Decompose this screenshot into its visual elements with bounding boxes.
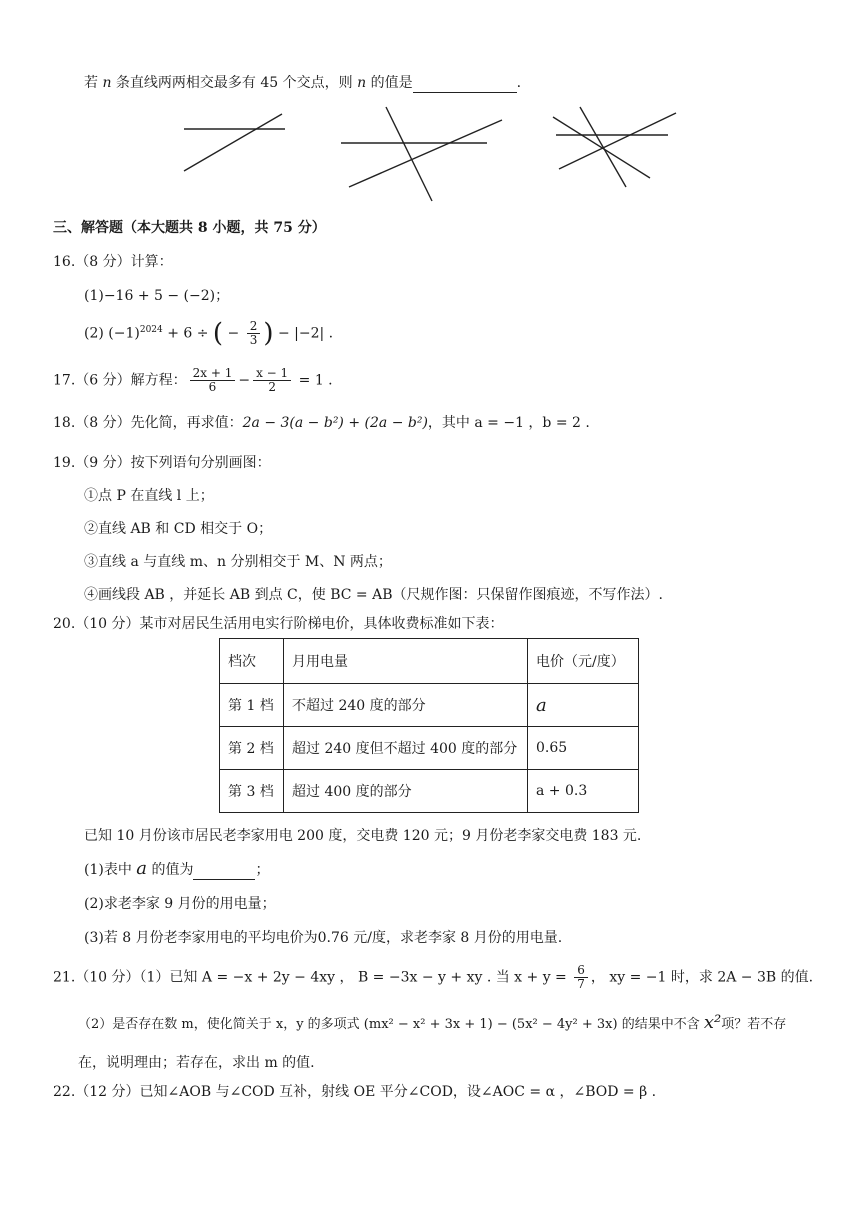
q20-head: 20.（10 分）某市对居民生活用电实行阶梯电价，具体收费标准如下表： [53,616,504,632]
q20-part1: (1)表中 a 的值为 ； [84,858,270,879]
table-row [220,727,639,770]
q15-stem: 若 n 条直线两两相交最多有 45 个交点，则 n 的值是 . [84,75,522,91]
table-cell: 超过 240 度但不超过 400 度的部分 [284,727,528,770]
q21-part2-cont: 在，说明理由；若存在，求出 m 的值. [78,1055,315,1071]
table-header-row [220,639,639,684]
figure-three-lines [341,107,502,201]
q22-text: 22.（12 分）已知∠AOB 与∠COD 互补，射线 OE 平分∠COD，设∠AOC = α ，∠BOD = β . [53,1084,657,1100]
q20-part2: (2)求老李家 9 月份的用电量； [84,896,276,912]
table-header: 月用电量 [284,639,528,684]
q16-head: 16.（8 分）计算： [53,254,173,270]
q20-part3: (3)若 8 月份老李家用电的平均电价为0.76 元/度，求老李家 8 月份的用电量. [84,930,563,946]
tier-price-table [219,638,639,813]
table-cell: 超过 400 度的部分 [284,770,528,813]
q17-equation: 17.（6 分）解方程： $\frac{2x + 1}{6}$ − $\frac{x - 1}{2}$ = 1 . [53,366,333,394]
q20-info: 已知 10 月份该市居民老李家用电 200 度，交电费 120 元；9 月份老李家交电费 183 元. [84,828,642,844]
table-cell: 不超过 240 度的部分 [284,684,528,727]
table-header: 电价（元/度） [528,639,639,684]
q19-item: ①点 P 在直线 l 上； [84,488,214,504]
q16-part2: (2) $(-1)^{2024} + 6$ ÷ ( − $\frac{2}{3}$ ) − |−2| . [84,318,334,349]
answer-blank [413,76,517,93]
table-cell: 第 1 档 [220,684,284,727]
q19-item: ③直线 a 与直线 m、n 分别相交于 M、N 两点； [84,554,392,570]
q18-expression: 18.（8 分）先化简，再求值：2a − 3(a − b²) + (2a − b²)，其中 a = −1 ，b = 2 . [53,415,590,431]
table-cell: 第 2 档 [220,727,284,770]
lines-figure [0,100,860,208]
figure-two-lines [184,114,285,171]
table-header: 档次 [220,639,284,684]
table-cell: 第 3 档 [220,770,284,813]
q19-head: 19.（9 分）按下列语句分别画图： [53,455,271,471]
q21-part1: 21.（10 分）（1）已知 A = −x + 2y − 4xy ， B = −3x − y + xy . 当 x + y = $\frac{6}{7}$ ， xy = −1 时，求 2A − 3B 的值. [53,963,814,991]
table-row [220,770,639,813]
q19-item: ④画线段 AB ，并延长 AB 到点 C，使 BC = AB（尺规作图：只保留作图痕迹，不写作法）. [84,587,663,603]
table-cell: a + 0.3 [528,770,639,813]
section-title: 三、解答题（本大题共 8 小题，共 75 分） [53,220,326,236]
q16-part1: (1)−16 + 5 − (−2)； [84,288,230,304]
table-cell: a [528,684,639,727]
answer-blank [193,863,255,880]
figure-four-lines [553,107,676,187]
q19-item: ②直线 AB 和 CD 相交于 O； [84,521,273,537]
table-cell: 0.65 [528,727,639,770]
q21-part2: （2）是否存在数 m，使化简关于 x，y 的多项式 (mx² − x² + 3x + 1) − (5x² − 4y² + 3x) 的结果中不含 x²项？若不存 [78,1012,787,1033]
table-row [220,684,639,727]
